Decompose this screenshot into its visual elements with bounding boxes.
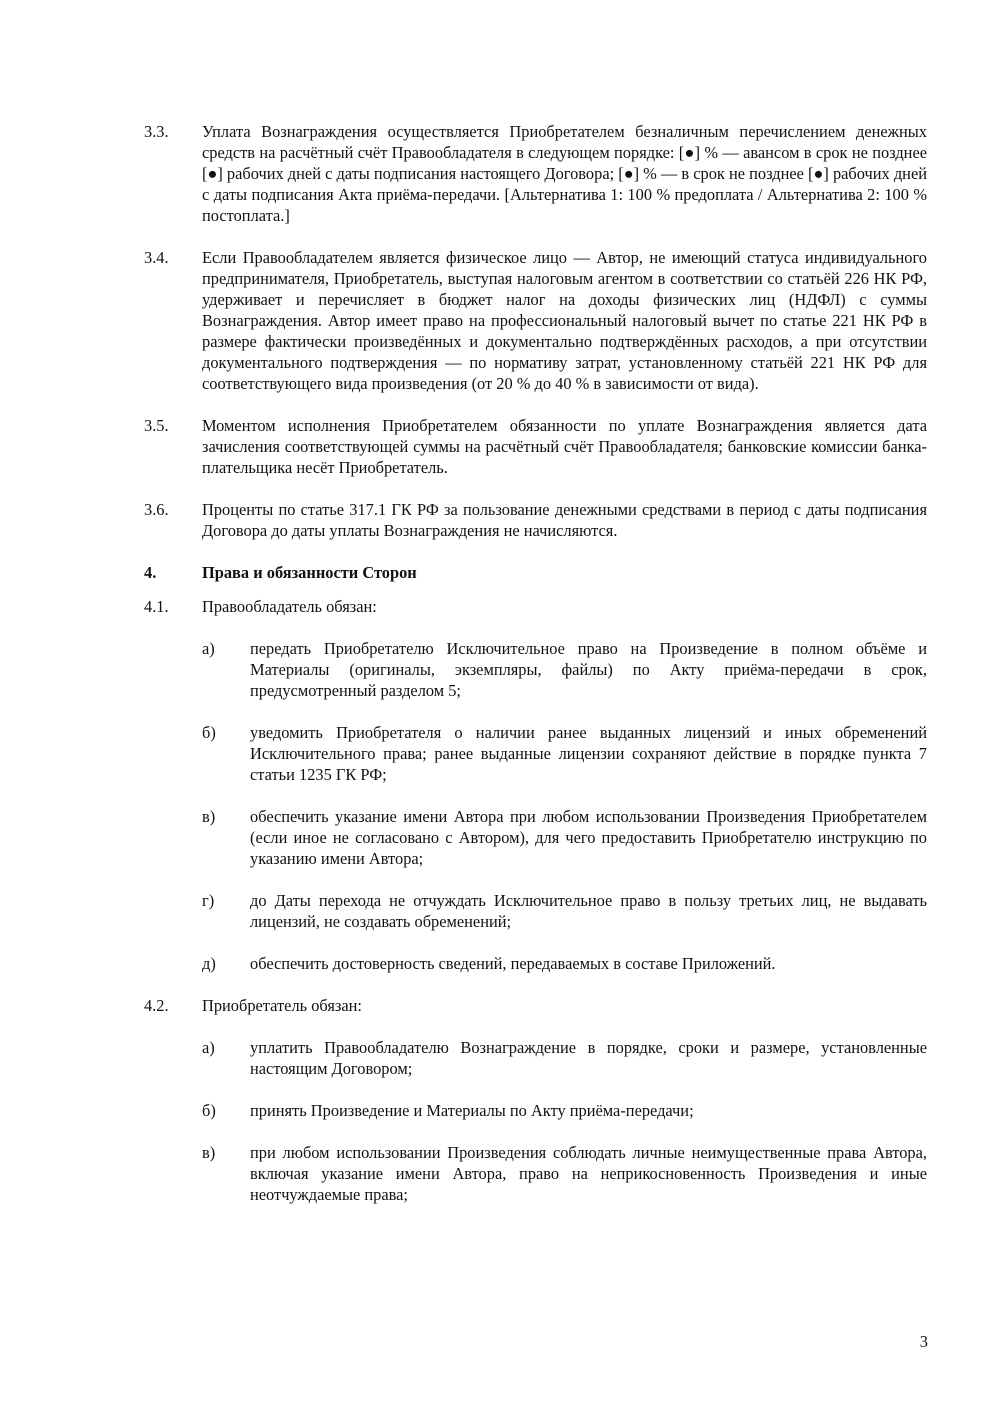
- list-item-letter: д): [202, 954, 216, 973]
- clause-3-4: [144, 247, 927, 394]
- list-item-text: при любом использовании Произведения соблюдать личные неимущественные права Автора, включая указание имени Автора, право на неприкосновенность Произведения и иные неотчуждаемые права;: [250, 1143, 927, 1204]
- list-item-letter: г): [202, 891, 215, 910]
- clause-intro: Правообладатель обязан:: [202, 597, 377, 616]
- clause-number: 4.2.: [144, 996, 169, 1015]
- clause-3-3: [144, 121, 927, 226]
- list-item-letter: в): [202, 1143, 216, 1162]
- page-number: 3: [919, 1332, 928, 1351]
- section-number: 4.: [144, 563, 157, 582]
- clause-4-2: [144, 995, 927, 1016]
- clause-text: Уплата Вознаграждения осуществляется Приобретателем безналичным перечислением денежных средств на расчётный счёт Правообладателя в следующем порядке: [●] % — авансом в срок не позднее [●] рабочих дней с даты подписания настоящего Договора; [●] % — в срок не позднее [●] рабочих дней с даты подписания Акта приёма-передачи. [Альтернатива 1: 100 % предоплата / Альтернатива 2: 100 % постоплата.]: [202, 122, 927, 225]
- list-item: [202, 1100, 927, 1121]
- list-item-letter: б): [202, 1101, 216, 1120]
- clause-number: 4.1.: [144, 597, 169, 616]
- list-item: [202, 806, 927, 869]
- clause-3-5: [144, 415, 927, 478]
- list-item-letter: в): [202, 807, 216, 826]
- list-item-text: обеспечить достоверность сведений, передаваемых в составе Приложений.: [250, 954, 776, 973]
- clause-text: Если Правообладателем является физическое лицо — Автор, не имеющий статуса индивидуального предпринимателя, Приобретатель, выступая налоговым агентом в соответствии со статьёй 226 НК РФ, удерживает и перечисляет в бюджет налог на доходы физических лиц (НДФЛ) с суммы Вознаграждения. Автор имеет право на профессиональный налоговый вычет по статье 221 НК РФ в размере фактически произведённых и документально подтверждённых расходов, а при отсутствии документального подтверждения — по нормативу затрат, установленному статьёй 221 НК РФ для соответствующего вида произведения (от 20 % до 40 % в зависимости от вида).: [202, 248, 927, 393]
- page-content: [144, 121, 927, 1226]
- clause-number: 3.5.: [144, 416, 169, 435]
- list-item-letter: б): [202, 723, 216, 742]
- clause-text: Проценты по статье 317.1 ГК РФ за пользование денежными средствами в период с даты подписания Договора до даты уплаты Вознаграждения не начисляются.: [202, 500, 927, 540]
- list-item: [202, 890, 927, 932]
- list-item-letter: а): [202, 1038, 215, 1057]
- list-item: [202, 638, 927, 701]
- section-heading-4: [144, 562, 927, 583]
- list-item: [202, 1142, 927, 1205]
- list-item-text: передать Приобретателю Исключительное право на Произведение в полном объёме и Материалы (оригиналы, экземпляры, файлы) по Акту приёма-передачи в срок, предусмотренный разделом 5;: [250, 639, 927, 700]
- list-item-letter: а): [202, 639, 215, 658]
- list-item: [202, 1037, 927, 1079]
- clause-3-6: [144, 499, 927, 541]
- clause-number: 3.3.: [144, 122, 169, 141]
- list-item-text: уведомить Приобретателя о наличии ранее выданных лицензий и иных обременений Исключительного права; ранее выданные лицензии сохраняют действие в порядке пункта 7 статьи 1235 ГК РФ;: [250, 723, 927, 784]
- list-item: [202, 722, 927, 785]
- list-item-text: принять Произведение и Материалы по Акту приёма-передачи;: [250, 1101, 694, 1120]
- list-item-text: обеспечить указание имени Автора при любом использовании Произведения Приобретателем (если иное не согласовано с Автором), для чего предоставить Приобретателю инструкцию по указанию имени Автора;: [250, 807, 927, 868]
- list-item-text: уплатить Правообладателю Вознаграждение в порядке, сроки и размере, установленные настоящим Договором;: [250, 1038, 927, 1078]
- list-item: [202, 953, 927, 974]
- clause-text: Моментом исполнения Приобретателем обязанности по уплате Вознаграждения является дата зачисления соответствующей суммы на расчётный счёт Правообладателя; банковские комиссии банка-плательщика несёт Приобретатель.: [202, 416, 927, 477]
- clause-number: 3.6.: [144, 500, 169, 519]
- clause-number: 3.4.: [144, 248, 169, 267]
- clause-4-1: [144, 596, 927, 617]
- clause-intro: Приобретатель обязан:: [202, 996, 362, 1015]
- section-title: Права и обязанности Сторон: [202, 563, 417, 582]
- list-item-text: до Даты перехода не отчуждать Исключительное право в пользу третьих лиц, не выдавать лицензий, не создавать обременений;: [250, 891, 927, 931]
